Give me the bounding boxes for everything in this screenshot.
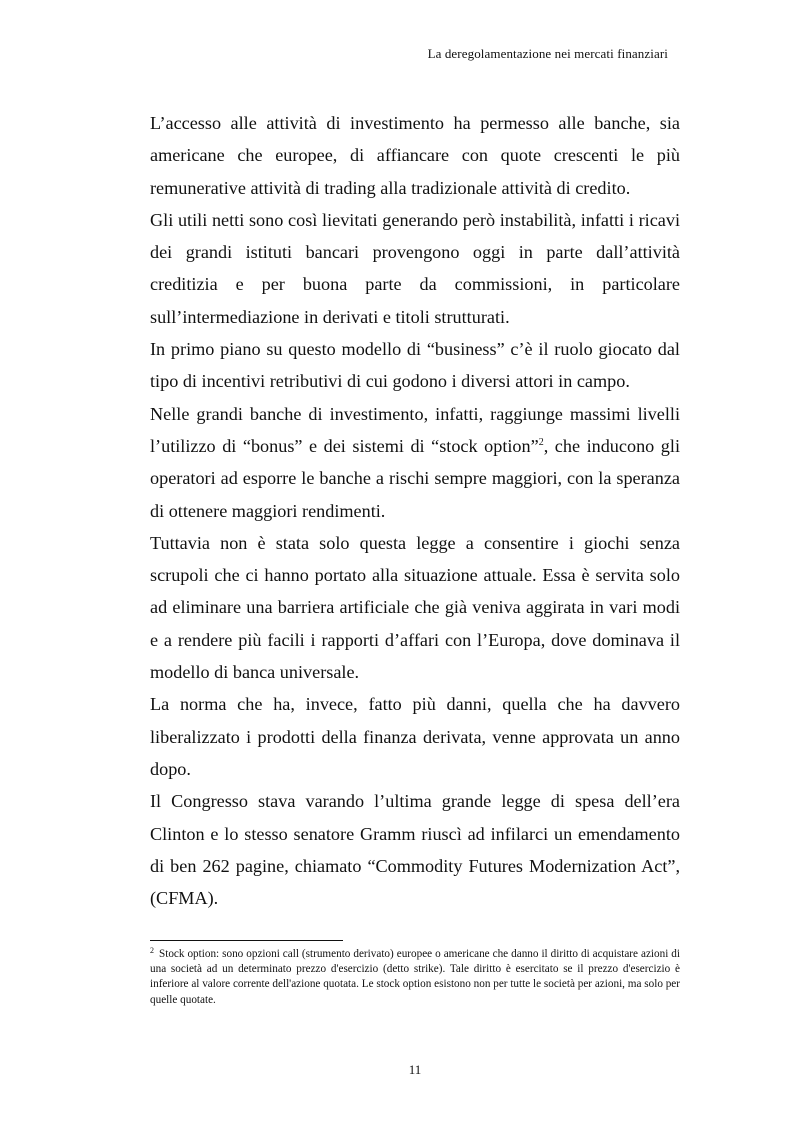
page-number: 11 — [408, 1062, 422, 1077]
footnote-reference: 2 — [538, 436, 544, 448]
footnote-text: Stock option: sono opzioni call (strumento derivato) europee o americane che danno il diritto di acquistare azioni di una società ad un determinato prezzo d'esercizio (detto strike). Tale diritto è esercitato se il prezzo d'esercizio è inferiore al valore corrente dell'azione quotata. Le stock option esistono non per tutte le società per azioni, ma solo per quelle quotate. — [150, 948, 680, 1006]
body-text — [150, 107, 680, 914]
paragraph-text: Nelle grandi banche di investimento, infatti, raggiunge massimi livelli l’utilizzo di “bonus” e dei sistemi di “stock option” — [150, 403, 680, 456]
paragraph: Tuttavia non è stata solo questa legge a consentire i giochi senza scrupoli che ci hanno portato alla situazione attuale. Essa è servita solo ad eliminare una barriera artificiale che già veniva aggirata in vari modi e a rendere più facili i rapporti d’affari con l’Europa, dove dominava il modello di banca universale. — [150, 532, 680, 683]
running-header: La deregolamentazione nei mercati finanziari — [427, 46, 668, 61]
paragraph — [150, 398, 680, 527]
footnote — [150, 947, 680, 1008]
paragraph-text: , che inducono gli operatori ad esporre le banche a rischi sempre maggiori, con la speranza di ottenere maggiori rendimenti. — [150, 435, 680, 521]
footnote-number: 2 — [150, 946, 154, 955]
paragraph: In primo piano su questo modello di “business” c’è il ruolo giocato dal tipo di incentivi retributivi di cui godono i diversi attori in campo. — [150, 339, 680, 392]
paragraph: La norma che ha, invece, fatto più danni, quella che ha davvero liberalizzato i prodotti della finanza derivata, venne approvata un anno dopo. — [150, 694, 680, 779]
paragraph: Gli utili netti sono così lievitati generando però instabilità, infatti i ricavi dei grandi istituti bancari provengono oggi in parte dall’attività creditizia e per buona parte da commissioni, in particolare sull’intermediazione in derivati e titoli strutturati. — [150, 209, 680, 327]
footnote-separator — [150, 940, 343, 941]
paragraph: L’accesso alle attività di investimento ha permesso alle banche, sia americane che europee, di affiancare con quote crescenti le più remunerative attività di trading alla tradizionale attività di credito. — [150, 113, 680, 198]
paragraph: Il Congresso stava varando l’ultima grande legge di spesa dell’era Clinton e lo stesso senatore Gramm riuscì ad infilarci un emendamento di ben 262 pagine, chiamato “Commodity Futures Modernization Act”, (CFMA). — [150, 791, 680, 909]
